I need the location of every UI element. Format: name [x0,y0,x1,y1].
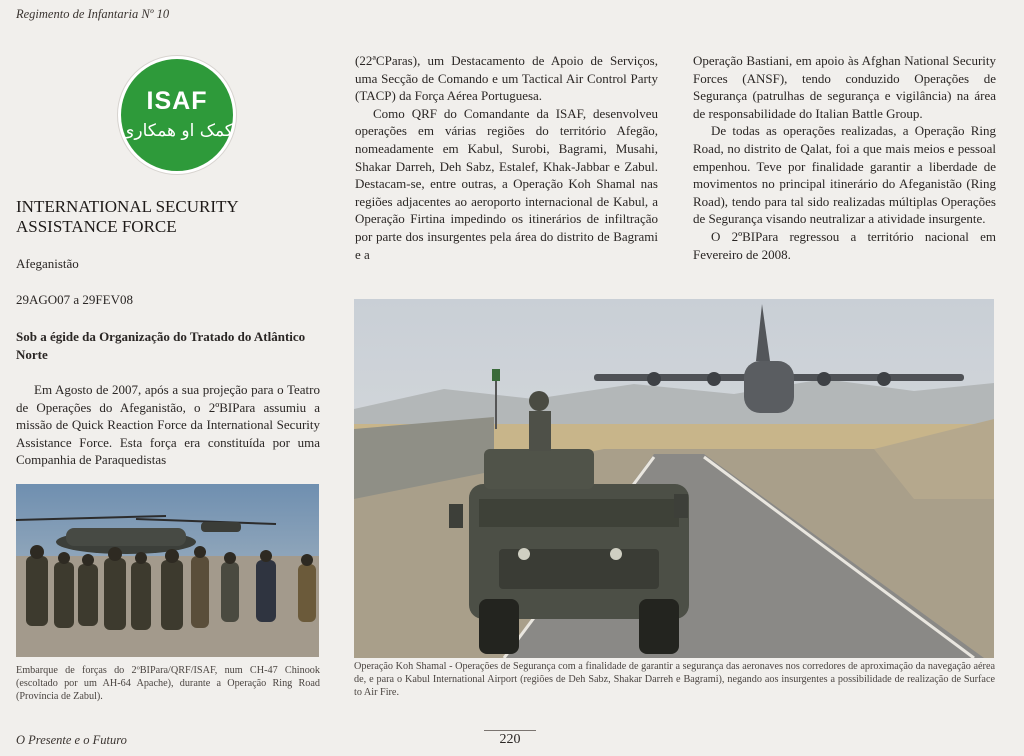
running-header: Regimento de Infantaria Nº 10 [16,7,170,21]
section-subtitle: Sob a égide da Organização do Tratado do Atlântico Norte [16,329,306,362]
section-country: Afeganistão [16,256,79,271]
column-1 [16,381,320,469]
page-number: 220 [499,732,521,747]
col2-paragraph-1: (22ªCParas), um Destacamento de Apoio de Serviços, uma Secção de Comando e um Tactical Air Control Party (TACP) da Força Aérea Portuguesa. [355,53,658,104]
column-2 [355,52,658,263]
photo-humvee-airfield [354,299,994,658]
col2-paragraph-2: Como QRF do Comandante da ISAF, desenvolveu operações em várias regiões do território Afegão, nomeadamente em Kabul, Surobi, Bagrami, Musahi, Shakar Darreh, Deh Sabz, Estalef, Khak-Jabbar e Zabul. Destacam-se, entre outras, a Operação Koh Shamal nas regiões adjacentes ao aeroporto internacional de Kabul, a Operação Firtina impedindo os itinerários de infiltração por parte dos insurgentes pela área do distrito de Bagrami e a [355,105,658,262]
column-3 [693,52,996,263]
caption-photo-1: Embarque de forças do 2ºBIPara/QRF/ISAF, num CH-47 Chinook (escoltado por um AH-64 Apache), durante a Operação Ring Road (Província de Zabul). [16,665,320,703]
col3-paragraph-2: De todas as operações realizadas, a Operação Ring Road, no distrito de Qalat, foi a que mais meios e pessoal empenhou. Teve por finalidade garantir a liberdade de movimentos no principal itinerário do Afeganistão (Ring Road), tendo para tal sido realizadas múltiplas Operações de Segurança visando neutralizar a atividade insurgente. [693,123,996,227]
caption-photo-2: Operação Koh Shamal - Operações de Segurança com a finalidade de garantir a segurança das aeronaves nos corredores de aproximação da navegação aérea de, e para o Kabul International Airport (regiões de Deh Sabz, Shakar Darreh e Bagrami), negando aos insurgentes a possibilidade de realização de Surface to Air Fire. [354,661,995,699]
section-dates: 29AGO07 a 29FEV08 [16,292,133,307]
col3-paragraph-3: O 2ºBIPara regressou a território nacional em Fevereiro de 2008. [693,228,996,262]
isaf-logo [118,56,236,174]
col3-paragraph-1: Operação Bastiani, em apoio às Afghan National Security Forces (ANSF), tendo conduzido Operações de Segurança (patrulhas de segurança e vigilância) na área de responsabilidade do Italian Battle Group. [693,53,996,121]
logo-text-top: ISAF [146,87,208,115]
photo-chinook-boarding [16,484,319,657]
page-number-rule [484,730,536,731]
section-title: INTERNATIONAL SECURITY ASSISTANCE FORCE [16,197,239,236]
footer-book-title: O Presente e o Futuro [16,733,127,747]
logo-text-bottom: کمک او همکاری [121,121,233,141]
col1-paragraph-1: Em Agosto de 2007, após a sua projeção para o Teatro de Operações do Afeganistão, o 2ºBIPara assumiu a missão de Quick Reaction Force da International Security Assistance Force. Esta força era constituída por uma Companhia de Paraquedistas [16,382,320,468]
